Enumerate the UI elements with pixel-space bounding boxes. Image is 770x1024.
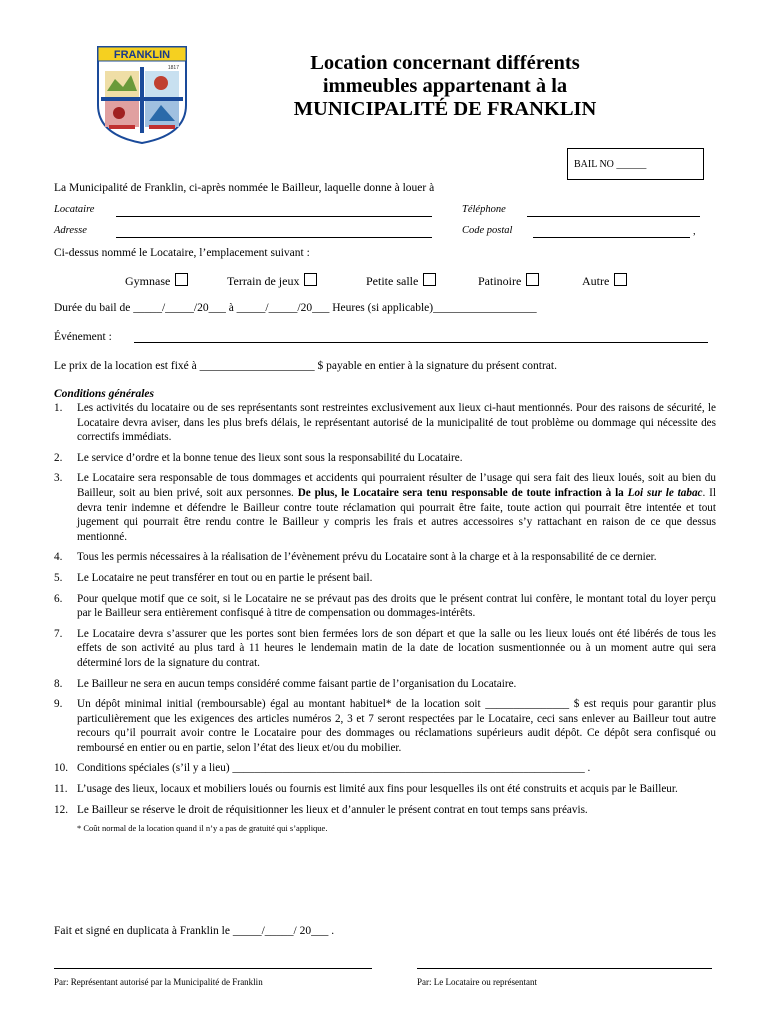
option-gymnase[interactable] [125,273,188,289]
option-autre[interactable] [582,273,627,289]
intro-text: La Municipalité de Franklin, ci-après nommée le Bailleur, laquelle donne à louer à [54,182,435,194]
title-line-1: Location concernant différents [310,52,580,74]
condition-number: 8. [54,677,63,690]
bail-number-box[interactable] [567,148,704,180]
condition-number: 1. [54,402,63,414]
signature-label-municipalite: Par: Représentant autorisé par la Municipalité de Franklin [54,977,263,987]
option-gymnase-label: Gymnase [125,274,171,288]
checkbox-icon[interactable] [614,273,627,286]
option-patinoire-label: Patinoire [478,274,522,288]
evenement-field[interactable] [134,342,708,343]
condition-number: 9. [54,698,63,711]
condition-bold-text: De plus, le Locataire sera tenu responsable de toute infraction à la [297,486,628,499]
condition-text: L’usage des lieux, locaux et mobiliers loués ou fournis est limité aux fins pour lesquelles ils ont été construits et acquis par le Bailleur. [77,783,678,796]
condition-item [54,782,716,797]
option-petite-salle-label: Petite salle [366,274,419,288]
condition-item [54,677,716,692]
condition-number: 10. [54,762,68,775]
franklin-logo [95,45,189,145]
evenement-label: Événement : [54,331,112,343]
option-terrain-label: Terrain de jeux [227,274,300,288]
code-postal-suffix: , [693,226,696,237]
footnote: * Coût normal de la location quand il n’y a pas de gratuité qui s’applique. [77,823,328,834]
condition-item [54,761,716,776]
checkbox-icon[interactable] [304,273,317,286]
title-line-2: immeubles appartenant à la [322,75,568,97]
condition-item [54,592,716,621]
signature-label-locataire: Par: Le Locataire ou représentant [417,977,537,987]
bail-number-label: BAIL NO ______ [574,158,647,170]
condition-number: 3. [54,472,63,485]
signature-line-municipalite[interactable] [54,968,372,969]
code-postal-label: Code postal [462,225,513,236]
condition-text: Le Locataire devra s’assurer que les portes sont bien fermées lors de son départ et que la salle ou les lieux loués ont été libérés de tous les effets de son activité au plus tard à 11 heures le lendemain matin de la date de location susmentionnée ou à un moment autre qui sera déterminé lors de la signature du contrat. [77,627,716,669]
condition-item [54,803,716,818]
title-line-3: MUNICIPALITÉ DE FRANKLIN [293,98,597,120]
condition-item [54,571,716,586]
prix-location: Le prix de la location est fixé à ____________________ $ payable en entier à la signature du présent contrat. [54,360,557,372]
checkbox-icon[interactable] [423,273,436,286]
logo-text: FRANKLIN [113,49,171,61]
adresse-field[interactable] [116,237,432,238]
duree-bail: Durée du bail de _____/_____/20___ à _____/_____/20___ Heures (si applicable)__________________ [54,302,537,314]
condition-text: Le Locataire ne peut transférer en tout ou en partie le présent bail. [77,571,373,584]
condition-text: Le Bailleur ne sera en aucun temps considéré comme faisant partie de l’organisation du Locataire. [77,677,517,690]
document-title [230,52,660,121]
condition-item [54,697,716,755]
condition-text: Le Locataire sera responsable de tous dommages et accidents qui pourraient résulter de l’usage qui sera fait des lieux loués, soit au bien du Bailleur, soit au bien privé, soit aux personnes. [77,472,716,499]
condition-number: 6. [54,592,63,605]
code-postal-field[interactable] [533,237,690,238]
condition-number: 4. [54,551,63,564]
condition-text: Le Bailleur se réserve le droit de réquisitionner les lieux et d’annuler le présent contrat en tout temps sans préavis. [77,803,588,816]
condition-law-name: Loi sur le tabac [627,486,703,499]
condition-text: Un dépôt minimal initial (remboursable) égal au montant habituel* de la location soit _______________ $ est requis pour garantir plus particulièrement que les exigences des articles numéros 2, 3 et 7 seront respectées par le Locataire, ceci sans enlever au Bailleur tout autre recours qu’il pourrait avoir contre le Locataire pour des dommages ou réclamations supérieurs audit dépôt. Ce dépôt sera confisqué ou remboursé en entier ou en partie, selon l’état des lieux et/ou du mobilier. [77,698,716,754]
logo-year: 1817 [167,65,179,71]
telephone-label: Téléphone [462,204,506,215]
option-autre-label: Autre [582,274,610,288]
condition-number: 7. [54,627,63,640]
condition-number: 12. [54,803,68,816]
condition-number: 5. [54,571,63,584]
emplacement-intro: Ci-dessus nommé le Locataire, l’emplacement suivant : [54,247,310,259]
condition-text: Le service d’ordre et la bonne tenue des lieux sont sous la responsabilité du Locataire. [77,451,463,464]
locataire-label: Locataire [54,204,95,215]
condition-number: 2. [54,451,63,464]
checkbox-icon[interactable] [175,273,188,286]
condition-text: Pour quelque motif que ce soit, si le Locataire ne se prévaut pas des droits que le présent contrat lui confère, le montant total du loyer perçu par le Bailleur sera entièrement confisqué à titre de compensation ou dommages-intérêts. [77,592,716,620]
condition-text: Conditions spéciales (s’il y a lieu) _______________________________________________________________ . [77,762,591,775]
condition-text: . Il devra tenir indemne et défendre le Bailleur contre toute réclamation qui pourrait être faite, toute action qui pourrait être intentée et tout jugement qui pourrait être rendu contre le Bailleur y compris les frais et autres accessoires s’y rattachant en raison de ce que dessus mentionné. [77,486,716,543]
adresse-label: Adresse [54,225,87,236]
conditions-section [54,387,716,836]
fait-signe: Fait et signé en duplicata à Franklin le _____/_____/ 20___ . [54,925,335,937]
option-terrain[interactable] [227,273,317,289]
checkbox-icon[interactable] [526,273,539,286]
condition-text: Les activités du locataire ou de ses représentants sont restreintes exclusivement aux lieux ci-haut mentionnés. Pour des raisons de sécurité, le Locataire devra aviser, dans les plus brefs délais, le représentant autorisé de la municipalité de tout problème ou dommage qui nécessite des correctifs immédiats. [77,402,716,444]
option-petite-salle[interactable] [366,273,436,289]
condition-item [54,627,716,671]
conditions-title: Conditions générales [54,388,155,400]
option-patinoire[interactable] [478,273,539,289]
telephone-field[interactable] [527,216,700,217]
condition-item [54,451,716,466]
conditions-list [54,401,716,817]
signature-line-locataire[interactable] [417,968,712,969]
condition-item [54,471,716,544]
locataire-field[interactable] [116,216,432,217]
condition-item [54,401,716,445]
condition-text: Tous les permis nécessaires à la réalisation de l’évènement prévu du Locataire sont à la charge et à la responsabilité de ce dernier. [77,551,657,564]
condition-number: 11. [54,783,68,796]
condition-item [54,550,716,565]
